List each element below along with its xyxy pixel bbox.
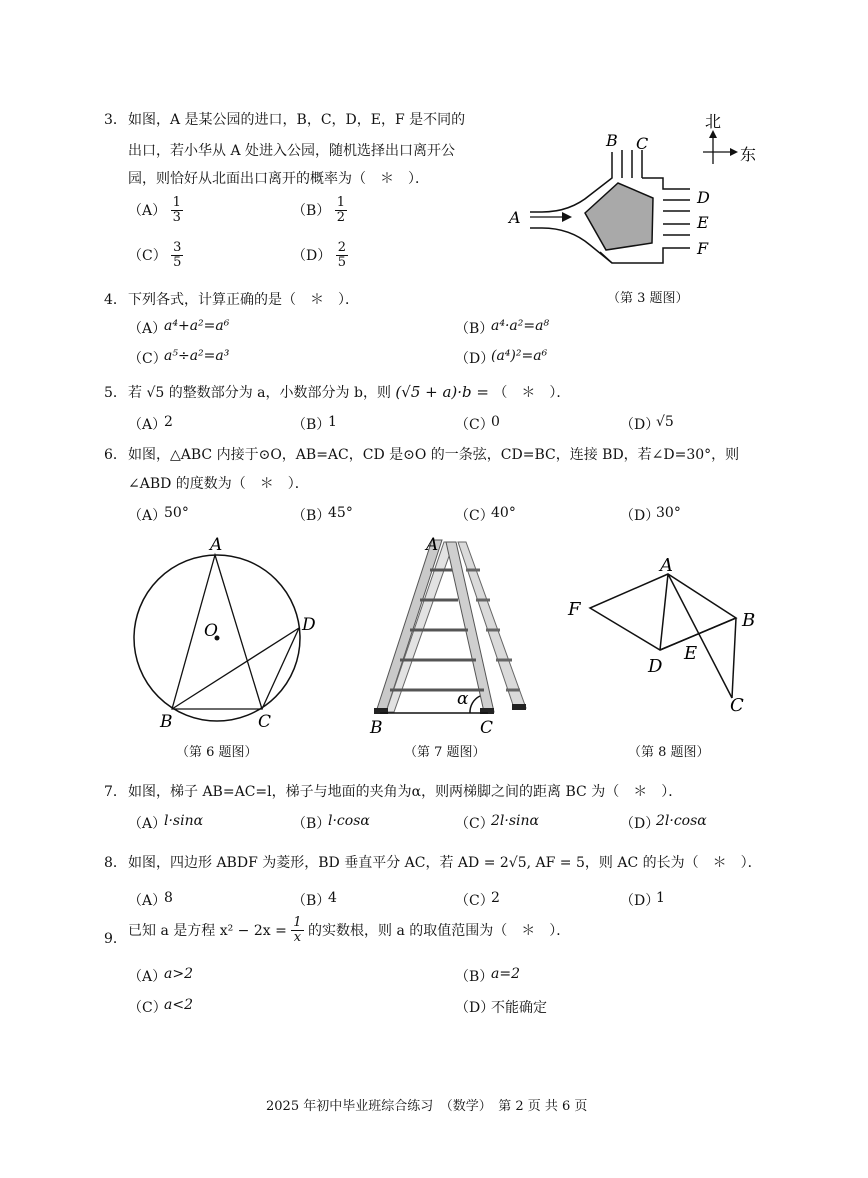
- east-label: 东: [740, 145, 757, 164]
- figure-7-ladder: [362, 530, 542, 740]
- label-a: A: [509, 208, 521, 227]
- q9-option-d: 不能确定: [491, 1000, 547, 1016]
- label-d: D: [302, 615, 316, 635]
- q7-stem: 如图，梯子 AB=AC=l，梯子与地面的夹角为α，则两梯脚之间的距离 BC 为（ ＊ ）．: [128, 784, 683, 800]
- q6-stem-line2: ∠ABD 的度数为（ ＊ ）．: [128, 476, 309, 492]
- q5-option-a-label: （A）: [128, 417, 167, 433]
- label-b: B: [160, 712, 173, 732]
- option-label: （C）: [128, 248, 167, 265]
- fraction: [171, 196, 183, 224]
- figure-8-caption: （第 8 题图）: [628, 745, 710, 760]
- q7-option-c: 2l·sinα: [491, 813, 539, 829]
- q7-option-a: l·sinα: [164, 813, 204, 829]
- q9-option-c: a<2: [164, 997, 193, 1013]
- figure-8-rhombus: [560, 548, 775, 718]
- q8-option-d: 1: [656, 890, 665, 906]
- label-a: A: [660, 555, 673, 576]
- q6-stem-line1: 如图，△ABC 内接于⊙O，AB=AC，CD 是⊙O 的一条弦，CD=BC，连接 BD，若∠D=30°，则: [128, 447, 740, 463]
- label-c: C: [636, 134, 649, 153]
- q9-stem: [128, 916, 570, 944]
- q6-number: 6．: [104, 447, 127, 463]
- page-footer: 2025 年初中毕业班综合练习 （数学） 第 2 页 共 6 页: [266, 1099, 588, 1114]
- q5-expression: (√5 + a)·b =: [395, 383, 489, 401]
- q6-option-d: 30°: [656, 505, 681, 521]
- q9-option-d-label: （D）: [455, 1000, 495, 1016]
- label-f: F: [568, 599, 581, 620]
- q8-option-c-label: （C）: [455, 893, 494, 909]
- q8-option-a: 8: [164, 890, 173, 906]
- figure-3-caption: （第 3 题图）: [607, 291, 689, 306]
- q4-option-a: a⁴+a²=a⁶: [164, 318, 230, 334]
- denominator: 2: [336, 209, 346, 225]
- label-b: B: [742, 610, 756, 631]
- label-a: A: [210, 535, 223, 555]
- q7-option-d-label: （D）: [620, 816, 660, 832]
- q8-option-a-label: （A）: [128, 893, 167, 909]
- denominator: x: [293, 929, 302, 945]
- figure-6-circle: [120, 530, 330, 740]
- q8-number: 8．: [104, 855, 127, 871]
- label-e: E: [684, 643, 698, 664]
- q7-option-a-label: （A）: [128, 816, 167, 832]
- numerator: 1: [293, 915, 302, 930]
- q5-option-d-label: （D）: [620, 417, 660, 433]
- label-c: C: [480, 718, 494, 738]
- q6-option-a-label: （A）: [128, 508, 167, 524]
- q4-option-c: a⁵÷a²=a³: [164, 348, 230, 364]
- ladder-illustration: [374, 540, 526, 714]
- numerator: 1: [172, 195, 181, 210]
- q9-option-a: a>2: [164, 966, 193, 982]
- fraction: [171, 241, 183, 269]
- numerator: 1: [336, 195, 346, 210]
- q3-option-c: [128, 241, 183, 269]
- park-pentagon: [585, 183, 653, 250]
- q3-option-b: [292, 196, 347, 224]
- numerator: 3: [173, 240, 182, 255]
- label-d: D: [648, 656, 663, 677]
- q6-option-a: 50°: [164, 505, 189, 521]
- q5-stem-post: （ ＊ ）．: [493, 385, 571, 401]
- label-d: D: [697, 188, 710, 207]
- fraction: [335, 196, 347, 224]
- q8-stem: 如图，四边形 ABDF 为菱形，BD 垂直平分 AC，若 AD = 2√5, AF = 5，则 AC 的长为（ ＊ ）．: [128, 855, 762, 871]
- q7-number: 7．: [104, 784, 127, 800]
- label-e: E: [697, 213, 709, 232]
- q9-stem-post: 的实数根，则 a 的取值范围为（ ＊ ）．: [308, 923, 571, 940]
- q4-option-a-label: （A）: [128, 321, 167, 337]
- q9-fraction: [291, 916, 303, 944]
- label-b: B: [370, 718, 383, 738]
- q6-option-d-label: （D）: [620, 508, 660, 524]
- q3-stem-line3: 园，则恰好从北面出口离开的概率为（ ＊ ）．: [128, 171, 429, 187]
- q5-option-d: √5: [656, 414, 674, 430]
- q4-option-c-label: （C）: [128, 351, 167, 367]
- q4-number: 4．: [104, 292, 127, 308]
- q3-number: 3．: [104, 112, 127, 128]
- denominator: 5: [173, 254, 182, 270]
- q8-option-c: 2: [491, 890, 500, 906]
- option-label: （D）: [292, 248, 332, 265]
- figure-3-park-map: [500, 100, 790, 300]
- label-o: O: [204, 621, 218, 641]
- q6-option-c: 40°: [491, 505, 516, 521]
- q7-option-c-label: （C）: [455, 816, 494, 832]
- q5-option-b-label: （B）: [292, 417, 331, 433]
- q8-option-b: 4: [328, 890, 337, 906]
- option-label: （A）: [128, 203, 167, 220]
- q9-option-a-label: （A）: [128, 969, 167, 985]
- q5-stem-pre: 若: [128, 385, 142, 401]
- figure-6-caption: （第 6 题图）: [176, 745, 258, 760]
- q9-number: 9．: [104, 931, 127, 947]
- q4-option-d-label: （D）: [455, 351, 495, 367]
- q4-option-b-label: （B）: [455, 321, 494, 337]
- q6-option-b-label: （B）: [292, 508, 331, 524]
- q8-option-d-label: （D）: [620, 893, 660, 909]
- north-label: 北: [705, 112, 722, 131]
- label-c: C: [258, 712, 272, 732]
- q4-option-b: a⁴·a²=a⁸: [491, 318, 550, 334]
- q5-option-c-label: （C）: [455, 417, 494, 433]
- q7-option-d: 2l·cosα: [656, 813, 707, 829]
- q6-option-b: 45°: [328, 505, 353, 521]
- q9-option-b: a=2: [491, 966, 520, 982]
- q5-option-c: 0: [491, 414, 500, 430]
- q9-stem-pre: 已知 a 是方程 x² − 2x =: [128, 923, 287, 940]
- fraction: [336, 241, 348, 269]
- q7-option-b-label: （B）: [292, 816, 331, 832]
- denominator: 3: [172, 209, 181, 225]
- q7-option-b: l·cosα: [328, 813, 370, 829]
- label-b: B: [606, 131, 618, 150]
- q5-option-b: 1: [328, 414, 337, 430]
- figure-7-caption: （第 7 题图）: [404, 745, 486, 760]
- q6-option-c-label: （C）: [455, 508, 494, 524]
- q4-option-d: (a⁴)²=a⁶: [491, 348, 548, 364]
- q5-stem-mid: 的整数部分为 a，小数部分为 b，则: [168, 385, 391, 401]
- q5-sqrt: √5: [146, 385, 165, 401]
- denominator: 5: [337, 254, 346, 270]
- q4-stem: 下列各式，计算正确的是（ ＊ ）．: [128, 292, 359, 308]
- q9-option-c-label: （C）: [128, 1000, 167, 1016]
- q3-stem-line2: 出口，若小华从 A 处进入公园，随机选择出口离开公: [128, 143, 456, 159]
- q3-option-a: [128, 196, 183, 224]
- q5-number: 5．: [104, 385, 127, 401]
- q3-option-d: [292, 241, 348, 269]
- q5-stem: [128, 382, 570, 402]
- label-f: F: [697, 239, 709, 258]
- label-a: A: [426, 535, 439, 555]
- label-alpha: α: [457, 689, 469, 709]
- q8-option-b-label: （B）: [292, 893, 331, 909]
- compass-icon: [703, 112, 756, 164]
- q3-stem-line1: 如图，A 是某公园的进口，B，C，D，E，F 是不同的: [128, 112, 466, 128]
- numerator: 2: [337, 240, 346, 255]
- option-label: （B）: [292, 203, 331, 220]
- label-c: C: [730, 695, 744, 716]
- q5-option-a: 2: [164, 414, 173, 430]
- q9-option-b-label: （B）: [455, 969, 494, 985]
